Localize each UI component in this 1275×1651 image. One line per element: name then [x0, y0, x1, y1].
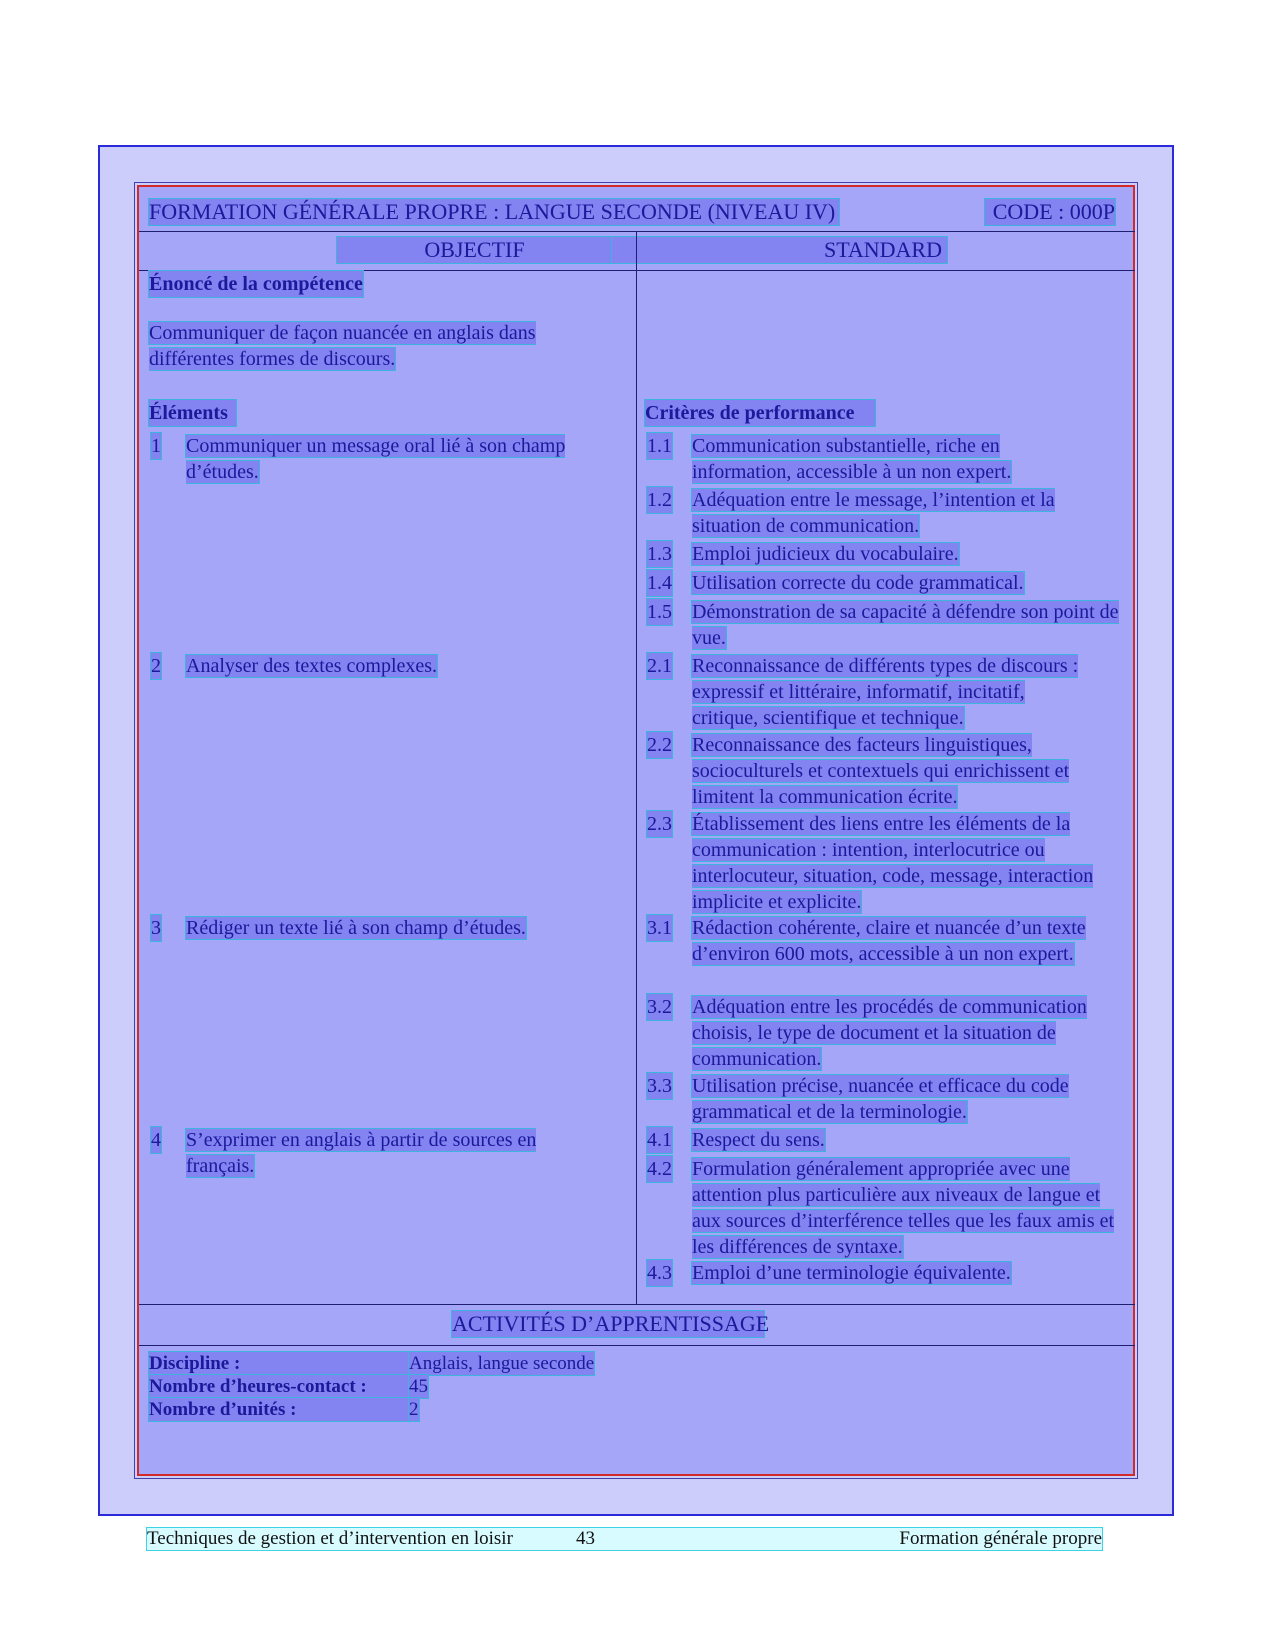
divider [139, 1304, 1135, 1305]
element-number: 2 [151, 655, 161, 677]
program-code: CODE : 000P [985, 199, 1115, 225]
element-number: 3 [151, 917, 161, 939]
criterion-number: 4.3 [647, 1262, 672, 1284]
criterion-number: 3.2 [647, 996, 672, 1018]
divider [139, 231, 1135, 232]
column-objective: OBJECTIF [337, 237, 612, 263]
hours-label: Nombre d’heures-contact : [149, 1375, 409, 1398]
element-text: Communiquer un message oral lié à son champ d’études. [186, 435, 566, 483]
column-divider [636, 231, 637, 1304]
element-text: Analyser des textes complexes. [186, 655, 438, 677]
footer-section: Formation générale propre [899, 1528, 1102, 1549]
criterion-text: Respect du sens. [692, 1129, 825, 1151]
criterion-number: 1.5 [647, 601, 672, 623]
elements-heading: Éléments [149, 400, 236, 426]
discipline-label: Discipline : [149, 1352, 409, 1375]
criterion-text: Reconnaissance de différents types de discours : expressif et littéraire, informatif, incitatif, critique, scientifique et technique. [692, 655, 1079, 729]
criterion-text: Démonstration de sa capacité à défendre son point de vue. [692, 601, 1119, 649]
criterion-text: Emploi d’une terminologie équivalente. [692, 1262, 1011, 1284]
criterion-number: 1.4 [647, 572, 672, 594]
criterion-number: 3.1 [647, 917, 672, 939]
element-text: S’exprimer en anglais à partir de sources en français. [186, 1129, 537, 1177]
criteria-heading: Critères de performance [645, 400, 875, 426]
criterion-number: 2.1 [647, 655, 672, 677]
page-footer [147, 1528, 1102, 1550]
criterion-text: Reconnaissance des facteurs linguistiques, socioculturels et contextuels qui enrichissent et limitent la communication écrite. [692, 734, 1070, 808]
element-text: Rédiger un texte lié à son champ d’études. [186, 917, 526, 939]
criterion-number: 1.2 [647, 489, 672, 511]
criterion-number: 4.1 [647, 1129, 672, 1151]
page-number: 43 [576, 1528, 595, 1549]
criterion-number: 3.3 [647, 1075, 672, 1097]
units-value: 2 [409, 1399, 419, 1420]
footer-program: Techniques de gestion et d’intervention en loisir [147, 1528, 513, 1549]
criterion-text: Utilisation correcte du code grammatical. [692, 572, 1024, 594]
criterion-text: Communication substantielle, riche en information, accessible à un non expert. [692, 435, 1012, 483]
criterion-number: 4.2 [647, 1158, 672, 1180]
criterion-number: 1.1 [647, 435, 672, 457]
column-standard: STANDARD [612, 237, 947, 263]
criterion-text: Adéquation entre le message, l’intention et la situation de communication. [692, 489, 1055, 537]
criterion-number: 2.3 [647, 813, 672, 835]
criterion-text: Rédaction cohérente, claire et nuancée d’un texte d’environ 600 mots, accessible à un non expert. [692, 917, 1086, 965]
divider [139, 1345, 1135, 1346]
units-label: Nombre d’unités : [149, 1398, 409, 1421]
criterion-text: Utilisation précise, nuancée et efficace du code grammatical et de la terminologie. [692, 1075, 1069, 1123]
competence-heading: Énoncé de la compétence [149, 273, 363, 295]
criterion-text: Adéquation entre les procédés de communication choisis, le type de document et la situation de communication. [692, 996, 1087, 1070]
competence-table [137, 185, 1135, 1476]
table-title: FORMATION GÉNÉRALE PROPRE : LANGUE SECONDE (NIVEAU IV) [149, 199, 839, 225]
discipline-value: Anglais, langue seconde [409, 1353, 595, 1374]
criterion-number: 2.2 [647, 734, 672, 756]
criterion-number: 1.3 [647, 543, 672, 565]
element-number: 1 [151, 435, 161, 457]
competence-statement: Communiquer de façon nuancée en anglais dans différentes formes de discours. [149, 322, 536, 370]
criterion-text: Emploi judicieux du vocabulaire. [692, 543, 959, 565]
activities-heading: ACTIVITÉS D’APPRENTISSAGE [452, 1311, 770, 1336]
element-number: 4 [151, 1129, 161, 1151]
hours-value: 45 [409, 1376, 428, 1397]
criterion-text: Formulation généralement appropriée avec une attention plus particulière aux niveaux de langue et aux sources d’interférence telles que les faux amis et les différences de syntaxe. [692, 1158, 1115, 1258]
criterion-text: Établissement des liens entre les éléments de la communication : intention, interlocutrice ou interlocuteur, situation, code, message, interaction implicite et explicite. [692, 813, 1094, 913]
